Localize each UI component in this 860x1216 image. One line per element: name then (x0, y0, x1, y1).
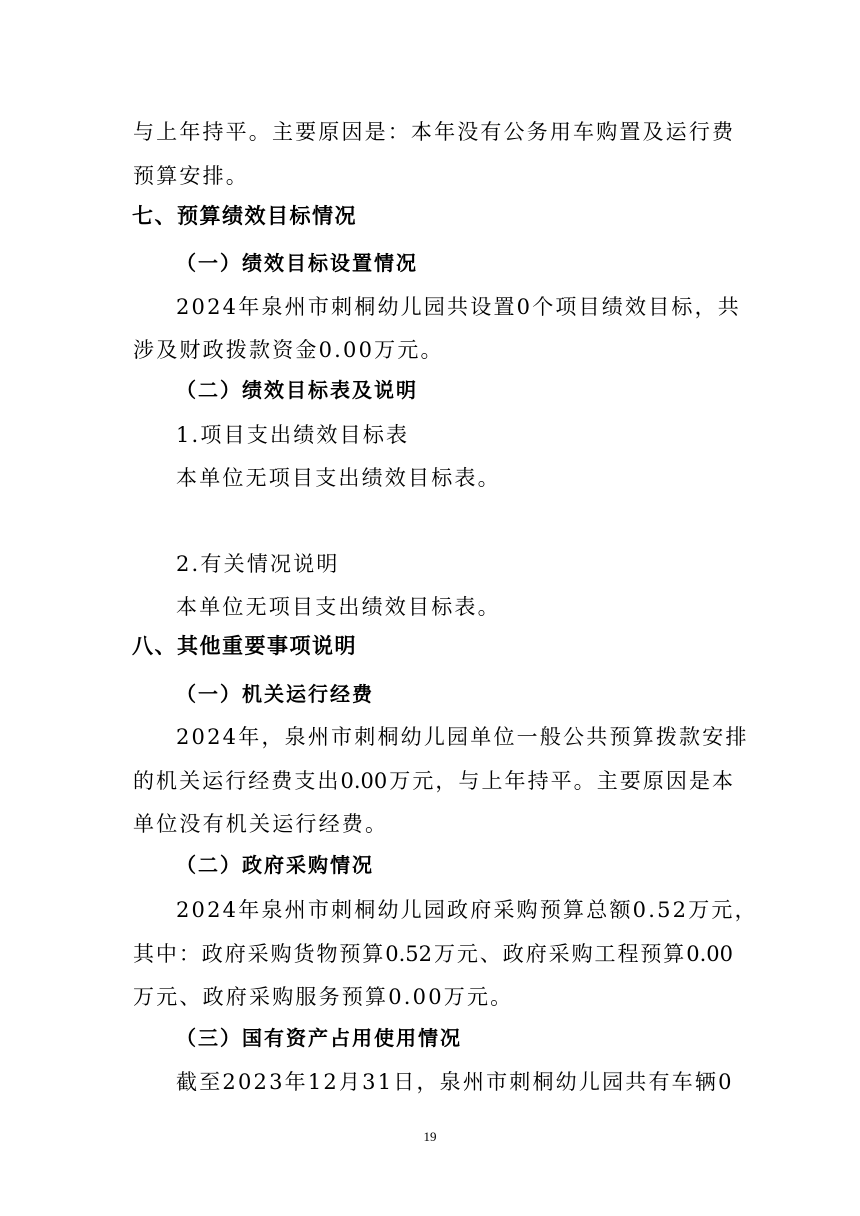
page-number: 19 (423, 1129, 437, 1144)
paragraph-line: 2024年泉州市刺桐幼儿园共设置0个项目绩效目标，共 (176, 295, 742, 319)
paragraph-line: 2024年，泉州市刺桐幼儿园单位一般公共预算拨款安排 (176, 725, 749, 749)
paragraph-line: 本单位无项目支出绩效目标表。 (176, 466, 501, 490)
list-item-heading: 1.项目支出绩效目标表 (176, 423, 410, 447)
paragraph-line: 涉及财政拨款资金0.00万元。 (133, 338, 444, 362)
paragraph-line: 本单位无项目支出绩效目标表。 (176, 595, 501, 619)
subsection-heading: （二）绩效目标表及说明 (176, 378, 418, 402)
section-heading: 七、预算绩效目标情况 (132, 204, 357, 228)
paragraph-line: 的机关运行经费支出0.00万元，与上年持平。主要原因是本 (133, 769, 733, 793)
paragraph-line: 与上年持平。主要原因是：本年没有公务用车购置及运行费 (133, 120, 733, 144)
paragraph-line: 2024年泉州市刺桐幼儿园政府采购预算总额0.52万元， (176, 898, 758, 922)
section-heading: 八、其他重要事项说明 (132, 634, 357, 658)
paragraph-line: 万元、政府采购服务预算0.00万元。 (133, 985, 514, 1009)
list-item-heading: 2.有关情况说明 (176, 552, 340, 576)
paragraph-line: 预算安排。 (133, 164, 249, 188)
paragraph-line: 单位没有机关运行经费。 (133, 812, 389, 836)
paragraph-line: 其中：政府采购货物预算0.52万元、政府采购工程预算0.00 (133, 942, 733, 966)
subsection-heading: （二）政府采购情况 (176, 853, 374, 877)
paragraph-line: 截至2023年12月31日，泉州市刺桐幼儿园共有车辆0 (176, 1070, 734, 1094)
subsection-heading: （三）国有资产占用使用情况 (176, 1026, 462, 1050)
subsection-heading: （一）绩效目标设置情况 (176, 251, 418, 275)
subsection-heading: （一）机关运行经费 (176, 682, 374, 706)
